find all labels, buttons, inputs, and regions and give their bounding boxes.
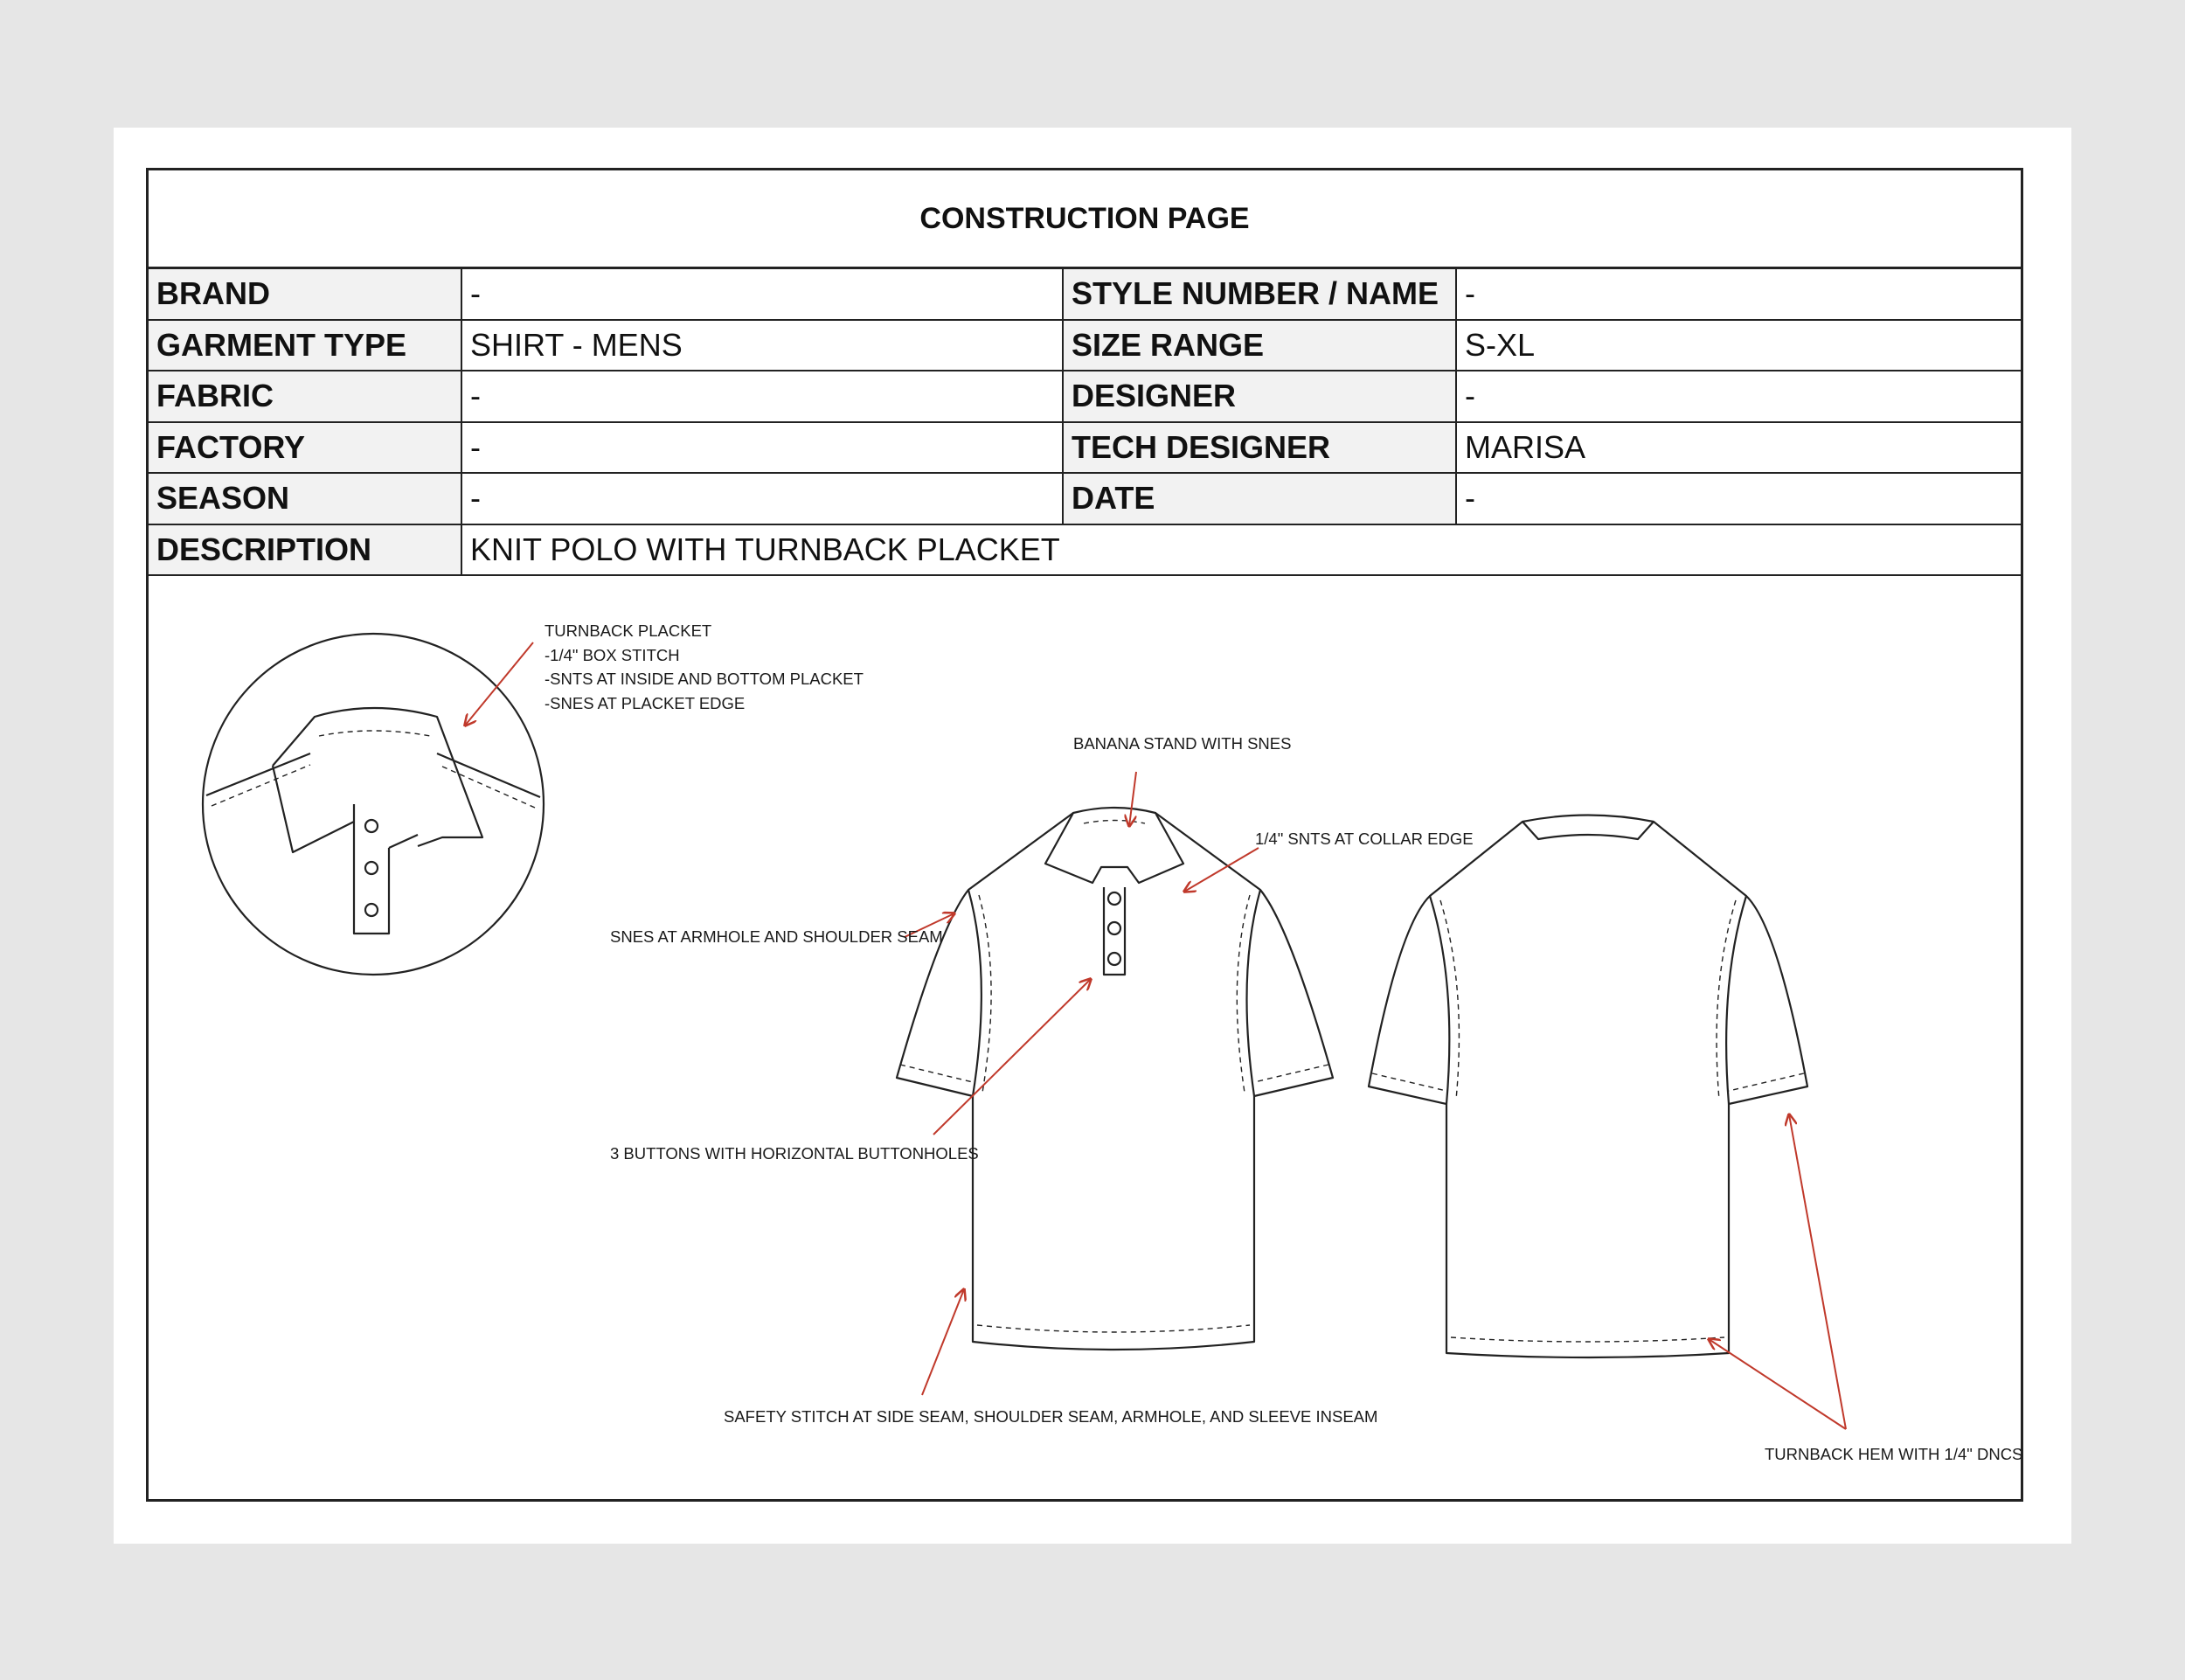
buttons-arrow [933,979,1091,1135]
style-number-value: - [1456,269,2021,320]
brand-value: - [461,269,1063,320]
placket-note-line-4: -SNES AT PLACKET EDGE [545,694,746,712]
placket-note-line-2: -1/4" BOX STITCH [545,646,680,664]
date-value: - [1456,473,2021,524]
fabric-value: - [461,371,1063,422]
buttons-note: 3 BUTTONS WITH HORIZONTAL BUTTONHOLES [610,1144,979,1163]
description-label: DESCRIPTION [149,524,461,576]
garment-type-value: SHIRT - MENS [461,320,1063,371]
polo-back-view [1369,816,1807,1358]
collar-edge-note: 1/4" SNTS AT COLLAR EDGE [1255,830,1474,848]
placket-note-line-3: -SNTS AT INSIDE AND BOTTOM PLACKET [545,670,864,688]
annotations [545,621,2022,1463]
armhole-note: SNES AT ARMHOLE AND SHOULDER SEAM [610,927,943,946]
placket-detail-view [203,634,544,975]
size-range-value: S-XL [1456,320,2021,371]
garment-type-label: GARMENT TYPE [149,320,461,371]
brand-label: BRAND [149,269,461,320]
date-label: DATE [1063,473,1456,524]
hem-arrow-upper [1789,1114,1846,1429]
description-value: KNIT POLO WITH TURNBACK PLACKET [461,524,2021,576]
hem-note: TURNBACK HEM WITH 1/4" DNCS [1765,1445,2023,1463]
banana-stand-note: BANANA STAND WITH SNES [1073,734,1292,753]
polo-front-view [897,808,1333,1350]
fabric-label: FABRIC [149,371,461,422]
season-label: SEASON [149,473,461,524]
placket-note-line-1: TURNBACK PLACKET [545,621,712,640]
tech-designer-label: TECH DESIGNER [1063,422,1456,474]
factory-label: FACTORY [149,422,461,474]
banana-stand-arrow [1129,772,1136,826]
collar-edge-arrow [1184,848,1259,892]
season-value: - [461,473,1063,524]
callout-arrows [465,642,1846,1429]
page-title: CONSTRUCTION PAGE [149,170,2021,269]
designer-value: - [1456,371,2021,422]
safety-stitch-arrow [922,1289,964,1395]
designer-label: DESIGNER [1063,371,1456,422]
safety-stitch-note: SAFETY STITCH AT SIDE SEAM, SHOULDER SEAM, ARMHOLE, AND SLEEVE INSEAM [724,1407,1378,1426]
style-number-label: STYLE NUMBER / NAME [1063,269,1456,320]
factory-value: - [461,422,1063,474]
tech-designer-value: MARISA [1456,422,2021,474]
size-range-label: SIZE RANGE [1063,320,1456,371]
placket-arrow [465,642,533,725]
hem-arrow-lower [1709,1339,1846,1429]
